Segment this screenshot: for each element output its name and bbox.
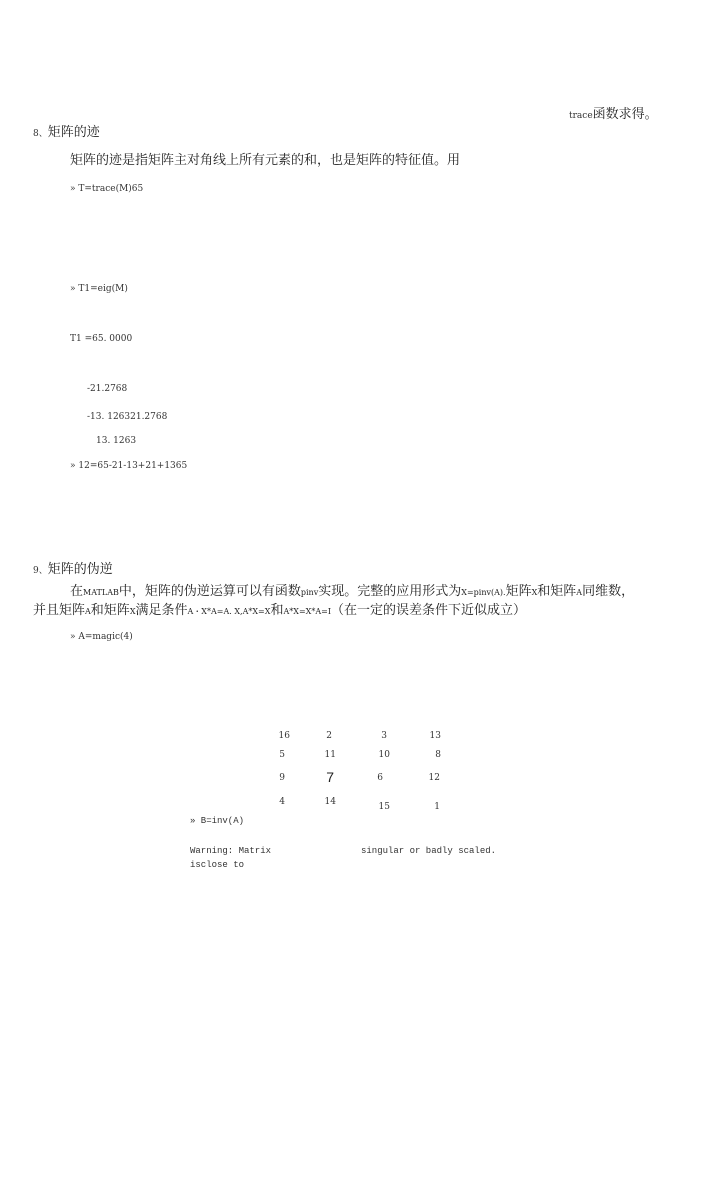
section8-heading bbox=[33, 121, 100, 140]
para-text: 和矩阵 bbox=[537, 584, 577, 599]
matrix-cell: 11 bbox=[324, 750, 336, 760]
para-text: 同维数， bbox=[582, 584, 635, 599]
para-text: （在一定的误差条件下近似成立） bbox=[331, 603, 527, 618]
para-code: X=pinv(A). bbox=[461, 588, 506, 597]
trace-continuation bbox=[569, 103, 658, 122]
matrix-cell: 2 bbox=[326, 731, 332, 741]
eig-output-line: -13. 126321.2768 bbox=[87, 412, 168, 422]
matrix-cell: 15 bbox=[378, 802, 390, 812]
section9-title: 矩阵的伪逆 bbox=[47, 562, 113, 577]
matrix-cell: 5 bbox=[279, 750, 285, 760]
para-code: X bbox=[129, 607, 136, 616]
matrix-cell: 9 bbox=[279, 773, 285, 783]
para-text: 矩阵 bbox=[505, 584, 532, 599]
para-text: 实现。完整的应用形式为 bbox=[318, 584, 462, 599]
trace-text: 函数求得。 bbox=[592, 107, 658, 122]
para-code: A bbox=[85, 607, 91, 616]
matrix-cell: 3 bbox=[381, 731, 387, 741]
section8-title: 矩阵的迹 bbox=[47, 125, 100, 140]
section8-paragraph: 矩阵的迹是指矩阵主对角线上所有元素的和，也是矩阵的特征值。用 bbox=[70, 153, 461, 168]
warning-left: Warning: Matrix bbox=[190, 846, 272, 856]
section9-paragraph-line1 bbox=[70, 582, 634, 602]
para-code: pinv bbox=[300, 588, 319, 597]
para-code: A*X=X*A=I bbox=[283, 607, 331, 616]
eig-output-line: 13. 1263 bbox=[96, 436, 137, 446]
matrix-cell: 8 bbox=[435, 750, 441, 760]
para-text: 并且矩阵 bbox=[33, 603, 86, 618]
cmd-magic: » A=magic(4) bbox=[70, 632, 133, 642]
section9-heading bbox=[33, 558, 113, 577]
para-text: 和矩阵 bbox=[90, 603, 130, 618]
eig-output-line: T1 =65. 0000 bbox=[70, 334, 133, 344]
matrix-cell: 14 bbox=[324, 797, 336, 807]
section9-number: 9、 bbox=[33, 566, 48, 576]
para-code: A bbox=[576, 588, 583, 597]
trace-code: trace bbox=[569, 111, 593, 121]
cmd-inv: » B=inv(A) bbox=[190, 816, 245, 826]
cmd-eig: » T1=eig(M) bbox=[70, 284, 128, 294]
section8-number: 8、 bbox=[33, 129, 48, 139]
cmd-trace: » T=trace(M)65 bbox=[70, 184, 144, 194]
para-code: MATLAB bbox=[83, 588, 119, 597]
para-text: 满足条件 bbox=[135, 603, 188, 618]
section9-paragraph-line2 bbox=[33, 601, 526, 621]
warning-right: singular or badly scaled. bbox=[361, 846, 497, 856]
para-text: 和 bbox=[270, 603, 284, 618]
cmd-sum: » 12=65-21-13+21+1365 bbox=[70, 461, 188, 471]
para-text: 中，矩阵的伪逆运算可以有函数 bbox=[118, 584, 301, 599]
matrix-cell: 7 bbox=[326, 769, 334, 785]
matrix-cell: 4 bbox=[279, 797, 285, 807]
matrix-cell: 12 bbox=[428, 773, 440, 783]
matrix-cell: 16 bbox=[278, 731, 290, 741]
matrix-cell: 10 bbox=[378, 750, 390, 760]
matrix-cell: 6 bbox=[377, 773, 383, 783]
para-code: A・X*A=A. X,A*X=X bbox=[187, 607, 271, 616]
matrix-cell: 13 bbox=[429, 731, 441, 741]
para-code: X bbox=[531, 588, 538, 597]
matrix-cell: 1 bbox=[434, 802, 440, 812]
warning-left-2: isclose to bbox=[190, 860, 245, 870]
para-text: 在 bbox=[70, 584, 84, 599]
eig-output-line: -21.2768 bbox=[87, 384, 128, 394]
